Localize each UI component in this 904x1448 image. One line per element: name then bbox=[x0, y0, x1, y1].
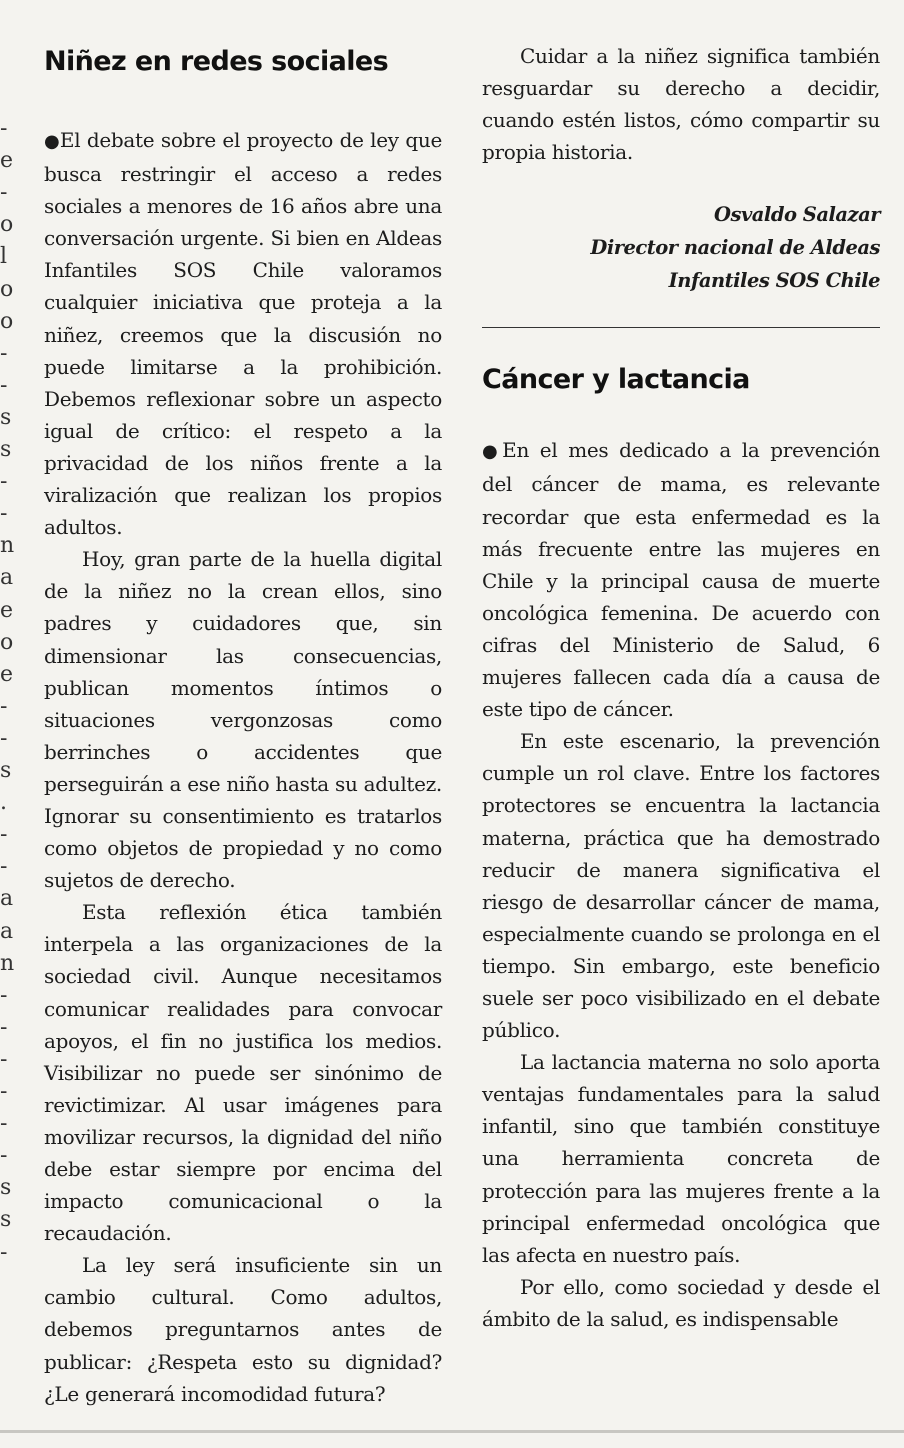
gutter-fragment: s bbox=[0, 437, 12, 462]
headline-ninez: Niñez en redes sociales bbox=[44, 46, 389, 77]
article2-paragraph-1-text: En el mes dedicado a la prevención del cáncer de mama, es relevante recordar que esta enfermedad es la más frecuente entre las mujeres en Chile y la principal causa de muerte oncológica femenina. De acuerdo con cifras del Ministerio de Salud, 6 mujeres fallecen cada día a causa de este tipo de cáncer. bbox=[482, 438, 881, 722]
headline-cancer: Cáncer y lactancia bbox=[482, 364, 750, 396]
bullet-icon: ● bbox=[44, 131, 60, 152]
gutter-fragment: s bbox=[0, 1207, 12, 1233]
article2-paragraph-3: La lactancia materna no solo aporta ventajas fundamentales para la salud infantil, sino que también constituye una herramienta concreta de protección para las mujeres frente a la principal enfermedad oncológica que las afecta en nuestro país. bbox=[482, 1050, 880, 1267]
gutter-fragment: - bbox=[0, 822, 8, 848]
gutter-fragment: - bbox=[0, 1111, 8, 1137]
article2-paragraph-4: Por ello, como sociedad y desde el ámbito de la salud, es indispensable bbox=[482, 1274, 880, 1331]
gutter-fragment: - bbox=[0, 693, 8, 719]
gutter-fragment: - bbox=[0, 469, 8, 495]
article1-paragraph-1 bbox=[44, 124, 442, 543]
gutter-fragment: - bbox=[0, 116, 8, 141]
article1-paragraph-3: Esta reflexión ética también interpela a las organizaciones de la sociedad civil. Aunque necesitamos comunicar realidades para convocar apoyos, el fin no justifica los medios. Visibilizar no puede ser sinónimo de revictimizar. Al usar imágenes para movilizar recursos, la dignidad del niño debe estar siempre por encima del impacto comunicacional o la recaudación. bbox=[44, 900, 442, 1246]
gutter-fragment: s bbox=[0, 1175, 12, 1201]
gutter-fragment: - bbox=[0, 372, 8, 398]
gutter-fragment: l bbox=[0, 244, 8, 270]
gutter-fragment: e bbox=[0, 148, 14, 174]
article1-paragraph-5: Cuidar a la niñez significa también resguardar su derecho a decidir, cuando estén listos, cómo compartir su propia historia. bbox=[482, 44, 880, 165]
gutter-fragment: - bbox=[0, 180, 8, 206]
gutter-fragment: - bbox=[0, 1239, 8, 1265]
right-column bbox=[482, 40, 880, 1335]
gutter-fragment: - bbox=[0, 1046, 8, 1072]
article1-paragraph-1-text: El debate sobre el proyecto de ley que busca restringir el acceso a redes sociales a menores de 16 años abre una conversación urgente. Si bien en Aldeas Infantiles SOS Chile valoramos cualquier iniciativa que proteja a la niñez, creemos que la discusión no puede limitarse a la prohibición. Debemos reflexionar sobre un aspecto igual de crítico: el respeto a la privacidad de los niños frente a la viralización que realizan los propios adultos. bbox=[44, 128, 442, 540]
article-ninez-column bbox=[44, 40, 442, 1410]
article2-paragraph-1 bbox=[482, 434, 880, 725]
gutter-fragment: - bbox=[0, 1079, 8, 1104]
gutter-fragment: o bbox=[0, 212, 14, 238]
gutter-fragment: o bbox=[0, 308, 14, 334]
gutter-fragment: a bbox=[0, 918, 14, 944]
gutter-fragment: n bbox=[0, 533, 15, 559]
section-divider bbox=[482, 327, 880, 328]
gutter-fragment: o bbox=[0, 629, 14, 655]
gutter-fragment: - bbox=[0, 1143, 8, 1169]
article2-paragraph-2: En este escenario, la prevención cumple un rol clave. Entre los factores protectores se encuentra la lactancia materna, práctica que ha demostrado reducir de manera significativa el riesgo de desarrollar cáncer de mama, especialmente cuando se prolonga en el tiempo. Sin embargo, este beneficio suele ser poco visibilizado en el debate público. bbox=[482, 729, 880, 1043]
gutter-fragments bbox=[0, 0, 15, 1448]
gutter-fragment: e bbox=[0, 661, 14, 687]
signature-title-1: Director nacional de Aldeas bbox=[590, 236, 880, 260]
gutter-fragment: - bbox=[0, 854, 8, 880]
gutter-fragment: - bbox=[0, 982, 8, 1008]
page-bottom-edge bbox=[0, 1430, 904, 1433]
gutter-fragment: a bbox=[0, 565, 14, 591]
gutter-fragment: a bbox=[0, 886, 14, 912]
gutter-fragment: s bbox=[0, 404, 12, 430]
gutter-fragment: - bbox=[0, 501, 8, 527]
article1-paragraph-2: Hoy, gran parte de la huella digital de la niñez no la crean ellos, sino padres y cuidadores que, sin dimensionar las consecuencias, publican momentos íntimos o situaciones vergonzosas como berrinches o accidentes que perseguirán a ese niño hasta su adultez. Ignorar su consentimiento es tratarlos como objetos de propiedad y no como sujetos de derecho. bbox=[44, 547, 442, 893]
gutter-fragment: . bbox=[0, 790, 7, 816]
article1-paragraph-4: La ley será insuficiente sin un cambio cultural. Como adultos, debemos preguntarnos antes de publicar: ¿Respeta esto su dignidad? ¿Le generará incomodidad futura? bbox=[44, 1253, 442, 1406]
gutter-fragment: - bbox=[0, 1014, 8, 1040]
signature-name: Osvaldo Salazar bbox=[713, 203, 880, 227]
gutter-fragment: o bbox=[0, 276, 14, 302]
signature-title-2: Infantiles SOS Chile bbox=[668, 269, 880, 293]
signature-block bbox=[482, 198, 880, 297]
gutter-fragment: n bbox=[0, 950, 15, 976]
gutter-fragment: - bbox=[0, 725, 8, 751]
bullet-icon: ● bbox=[482, 441, 503, 463]
gutter-fragment: e bbox=[0, 597, 14, 623]
gutter-fragment: s bbox=[0, 758, 12, 783]
gutter-fragment: - bbox=[0, 340, 8, 366]
